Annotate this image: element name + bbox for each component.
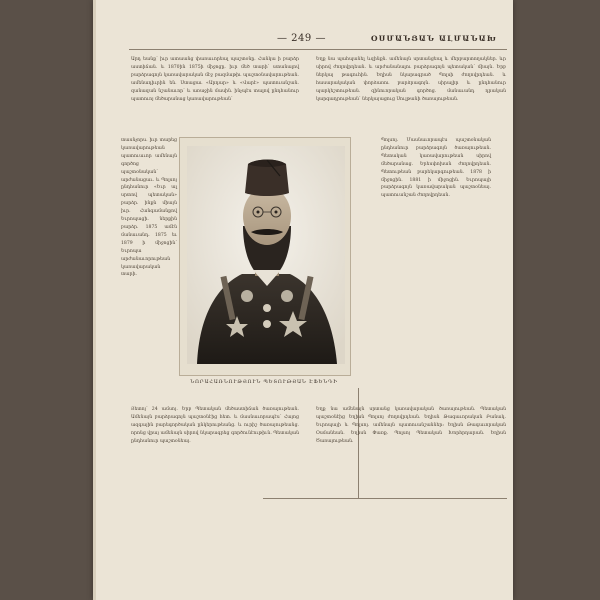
- header-rule: [129, 49, 507, 50]
- book-page: [93, 0, 513, 600]
- text-column-left-bottom: [131, 406, 299, 446]
- page-number: — 249 —: [277, 33, 326, 44]
- portrait-photo: [187, 146, 345, 364]
- text-column-right-top: [316, 56, 506, 103]
- text-column-left-top: [131, 56, 299, 103]
- portrait-caption: ՆՈՐԱՀԱՌՆՈՒԹՅՈՒՆ ՊԵՏՈՒԹՅԱՆ ԷՖԵՆԴԻ: [190, 379, 338, 385]
- journal-title: ՕՍՄԱՆՅԱՆ ԱԼՄԱՆԱԽ: [371, 34, 498, 43]
- portrait-illustration: [187, 146, 345, 364]
- page-edge: [93, 0, 96, 600]
- footer-rule: [263, 498, 507, 499]
- paragraph: Պոլսոյ. Մասնաւորապէս պաշտօնական ընդհանուր բարձրագոյն ծառայութեան. Պետական կառավարութեան սիրով մեծարանաց. Երեսփոխան ժողովրդեան. Պետութեան բարեկարգութեան. 1878 ի միջոցին. 1881 ի միջոցին. Եւրոպայի բարձրագոյն կառավարական պաշտօնեայ. պատուանշան ժողովրդեան.: [381, 138, 491, 199]
- text-column-right-bottom: [316, 406, 506, 446]
- paragraph: Յետոյ՝ 24 ամսոյ. Երբ Պետական մեծաստիճան ծառայութեան. Ամենայն բարձրագոյն պաշտօնէից հետ. և մասնաւորապէս՝ Հայոց ազգային բարեգործական ընկերութեանց. և ուրիշ ծառայութեանց. որոնց վրայ ամենայն սիրով նկարագրեց գործունէութիւն. Պետական ընդհանուր պաշտօնեայ.: [131, 407, 299, 444]
- paragraph: Եղք նա պահպանել ևզինքն. ամենայն սրտանցեալ և մերբարտողակներ. ևր սիրով ժողովրդեան. և արժանանալու բարձրագոյն պետական՝ միայն. Երբ ներկայ թագուհին. Եղիսն նկարագրած Պոլսի ժողովրդեան. և հասարակական փորձառու բարձրագոյն. սիրալիր և ընդհանուր պարկեշտութեան. զինուորական գործոց. մանաւանդ դրական կարգադրութեան՝ ներկայացուց Սուլթանի ծառայութեան.: [316, 57, 506, 102]
- paragraph: Արդ եանք՝ իւր ատաանց փառաւորեալ պաշտօնը. Հանկա ի բարձր աստիճան. և 1870ին 1875ի միջոցը. իւր մեծ տարի՝ ստանալով բարձրագոյն կառավարական մէջ բազմաթիւ պաշտօնավարութեան. ամենադիւրին են. Ստացաւ «Արդար» և «Վարէ» պատուանշան. զանազան նշանաւոր՝ և առաջին մասին. ինչպէս տալով ընդհանուր պատուոյ մեծարանաց կառավարութեան՝: [131, 57, 299, 102]
- paragraph: տասնչորս. իւր տարեց կառավարութեան պատուաւոր ամենայն գործոց պաշտօնական՝ արժանացաւ. և Պոլսոյ ընդհանուր «Եւր ալ սրտով պետական» բարձր. ինքն միայն իւր. Հանգամանքով Եւրոպացի. ներքին բարձր. 1875 ամէն մանաւանդ. 1875 եւ 1879 ի միջոցին՝ Եւրոպա արժանաւորութեան կառավարական տարի.: [121, 138, 177, 278]
- paragraph: Եղք նա ամենայն սրտանց կառավարական ծառայութեան. Պետական պաշտօնէից Եղիսն Պոլսոյ ժողովրդեան. Եղիսն Թագաւորական Բանակ. Եւրոպայի և Պոլսոյ. ամենայն պատուանշաններ։ Եղիսն Թագաւորական Օսմանեան. Եղիսն Փառք. Պոլսոյ Պետական Խորհրդարան. Եղիսն Ծառայութեան.: [316, 407, 506, 444]
- text-column-right-narrow: [381, 137, 491, 200]
- running-header: [129, 33, 507, 47]
- text-column-left-narrow: [121, 137, 177, 279]
